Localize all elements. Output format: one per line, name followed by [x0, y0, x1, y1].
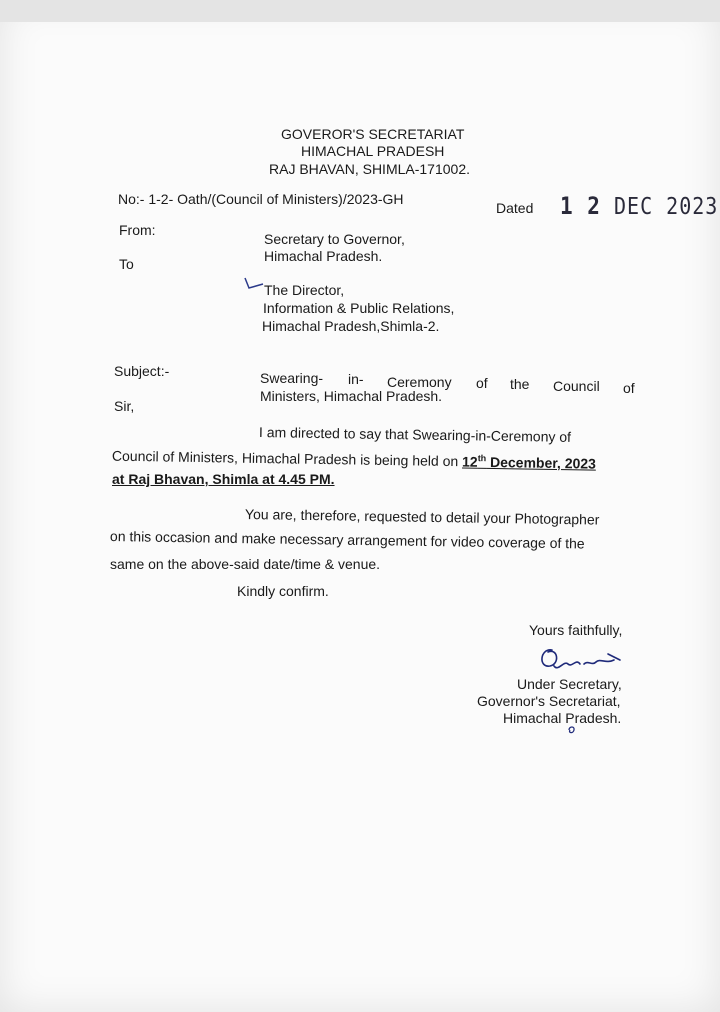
from-line-2: Himachal Pradesh.	[264, 248, 383, 264]
signature	[534, 640, 630, 678]
salutation: Sir,	[114, 398, 135, 414]
subject-word: Council	[553, 378, 600, 394]
para1-line-1: I am directed to say that Swearing-in-Ceremony of	[258, 424, 572, 445]
to-line-3: Himachal Pradesh,Shimla-2.	[262, 318, 440, 334]
subject-word: in-	[348, 371, 364, 387]
header-line-1: GOVEROR'S SECRETARIAT	[281, 126, 465, 142]
subject-word: of	[623, 380, 635, 396]
yours-faithfully: Yours faithfully,	[529, 622, 623, 638]
event-date-rest: December, 2023	[486, 453, 597, 472]
dated-label: Dated	[496, 200, 534, 216]
to-label: To	[119, 256, 134, 272]
signatory-title: Under Secretary,	[517, 676, 622, 692]
to-line-2: Information & Public Relations,	[263, 300, 455, 316]
from-line-1: Secretary to Governor,	[264, 231, 405, 247]
event-date-day: 12	[461, 453, 478, 470]
subject-word: Ceremony	[387, 374, 452, 390]
date-stamp-month-year: DEC 2023	[613, 192, 719, 220]
signatory-state: Himachal Pradesh.	[503, 710, 622, 726]
subject-word: the	[510, 376, 530, 392]
handwritten-mark	[566, 724, 578, 736]
para2-line-1: You are, therefore, requested to detail your Photographer	[244, 506, 600, 528]
date-stamp-day: 1 2	[560, 192, 601, 220]
handwritten-tick-mark	[243, 276, 265, 290]
header-line-3: RAJ BHAVAN, SHIMLA-171002.	[269, 161, 471, 177]
header-line-2: HIMACHAL PRADESH	[301, 143, 445, 159]
to-line-1: The Director,	[264, 282, 345, 298]
from-label: From:	[119, 222, 156, 238]
event-date-suffix: th	[477, 452, 487, 463]
reference-number: No:- 1-2- Oath/(Council of Ministers)/2023-GH	[118, 191, 404, 207]
para1-line-2	[112, 444, 596, 472]
scan-top-band	[0, 0, 720, 22]
para2-line-2: on this occasion and make necessary arrangement for video coverage of the	[109, 528, 585, 552]
subject-line-2: Ministers, Himachal Pradesh.	[260, 388, 443, 404]
date-stamp	[560, 192, 718, 220]
para2-line-3: same on the above-said date/time & venue.	[110, 556, 381, 572]
subject-word: Swearing-	[260, 370, 324, 386]
signatory-office: Governor's Secretariat,	[477, 693, 621, 709]
event-date	[462, 453, 596, 471]
closing-line: Kindly confirm.	[237, 583, 329, 599]
subject-label: Subject:-	[114, 363, 170, 379]
para1-text: Council of Ministers, Himachal Pradesh is being held on	[111, 447, 463, 470]
event-venue-time: at Raj Bhavan, Shimla at 4.45 PM.	[112, 471, 335, 487]
subject-word: of	[476, 375, 488, 391]
